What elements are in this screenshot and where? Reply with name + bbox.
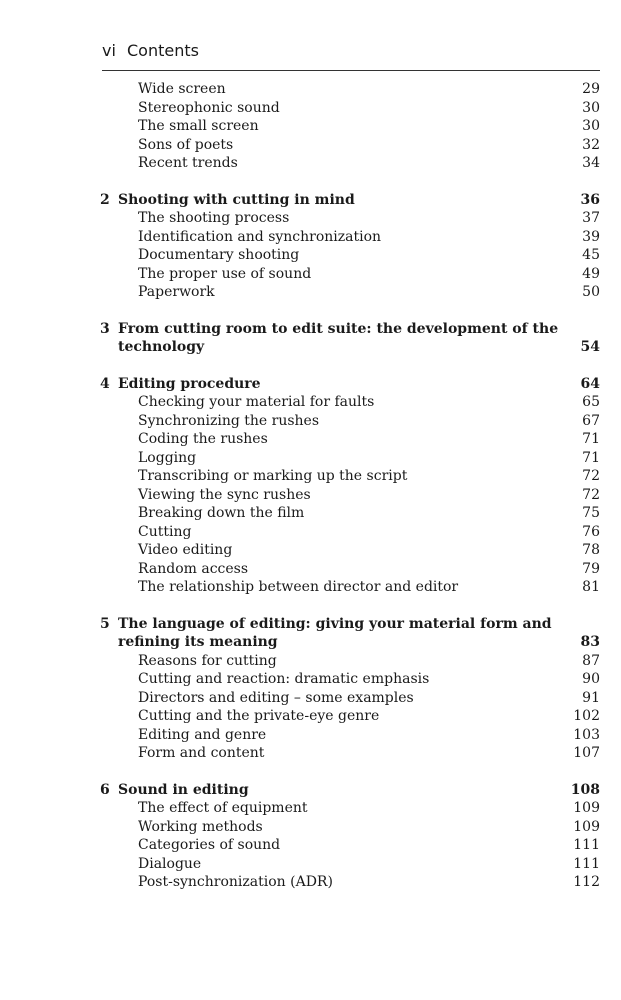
entry-title: Random access [138, 560, 249, 577]
entry-page-number: 72 [582, 468, 600, 484]
entry-page-number: 72 [582, 486, 600, 503]
entry-title: Sound in editing [118, 781, 249, 798]
entry-page-number: 81 [582, 579, 600, 595]
toc-chapter-entry [0, 615, 621, 634]
entry-page-number: 111 [573, 837, 600, 853]
entry-page-number: 112 [573, 874, 600, 890]
entry-page-number: 109 [573, 800, 600, 816]
chapter-number: 3 [100, 320, 110, 337]
entry-page-number: 107 [573, 745, 600, 761]
toc-section-entry [0, 578, 621, 597]
entry-title: Wide screen [138, 81, 226, 97]
toc-section-entry [0, 80, 621, 99]
toc-section-entry [0, 873, 621, 892]
running-title: Contents [127, 41, 199, 60]
toc-section-entry [0, 836, 621, 855]
entry-title: Dialogue [138, 855, 202, 872]
entry-page-number: 111 [573, 855, 600, 872]
entry-title: Documentary shooting [138, 247, 300, 263]
entry-title: The language of editing: giving your material form and [118, 615, 552, 632]
entry-title: Reasons for cutting [138, 652, 277, 669]
toc-section-entry [0, 560, 621, 579]
entry-title: Directors and editing – some examples [138, 689, 414, 706]
entry-page-number: 108 [570, 781, 600, 798]
chapter-number: 2 [100, 191, 110, 208]
entry-page-number: 54 [580, 339, 600, 355]
toc-section-entry [0, 228, 621, 247]
entry-title: Cutting and the private-eye genre [138, 708, 380, 724]
entry-page-number: 103 [573, 726, 600, 743]
toc-section-entry [0, 209, 621, 228]
toc-section-entry [0, 117, 621, 136]
entry-page-number: 79 [582, 560, 600, 577]
toc-section-entry [0, 393, 621, 412]
toc-chapter-entry [0, 191, 621, 210]
toc-section-entry [0, 541, 621, 560]
entry-page-number: 30 [582, 118, 600, 134]
chapter-number: 4 [100, 375, 110, 392]
page-header [102, 40, 600, 71]
toc-chapter-entry [0, 320, 621, 339]
entry-page-number: 34 [582, 155, 600, 171]
toc-section-entry [0, 283, 621, 302]
toc-chapter-entry-continued [0, 338, 621, 357]
entry-title: Logging [138, 449, 197, 466]
toc-chapter-entry-continued [0, 633, 621, 652]
entry-page-number: 37 [582, 210, 600, 226]
toc-section-entry [0, 486, 621, 505]
toc-section-entry [0, 99, 621, 118]
toc-section-entry [0, 430, 621, 449]
entry-page-number: 36 [580, 191, 600, 208]
entry-title: refining its meaning [118, 634, 278, 650]
entry-page-number: 65 [582, 394, 600, 410]
toc-section-entry [0, 246, 621, 265]
entry-title: Coding the rushes [138, 431, 268, 447]
entry-page-number: 83 [580, 634, 600, 650]
toc-section-entry [0, 136, 621, 155]
entry-page-number: 78 [582, 542, 600, 558]
entry-page-number: 49 [582, 265, 600, 282]
entry-title: The relationship between director and editor [138, 579, 459, 595]
toc-section-entry [0, 726, 621, 745]
entry-page-number: 102 [573, 708, 600, 724]
entry-page-number: 45 [582, 247, 600, 263]
table-of-contents [0, 80, 621, 1000]
entry-title: Cutting and reaction: dramatic emphasis [138, 671, 430, 687]
entry-page-number: 67 [582, 412, 600, 429]
entry-title: Checking your material for faults [138, 394, 375, 410]
entry-title: Sons of poets [138, 136, 234, 153]
page-number: vi [102, 41, 116, 60]
toc-section-entry [0, 467, 621, 486]
toc-section-entry [0, 799, 621, 818]
entry-page-number: 30 [582, 99, 600, 116]
entry-title: Working methods [138, 818, 263, 835]
entry-title: The shooting process [138, 210, 290, 226]
entry-title: The proper use of sound [138, 265, 312, 282]
toc-section-entry [0, 265, 621, 284]
toc-section-entry [0, 154, 621, 173]
entry-title: Synchronizing the rushes [138, 412, 320, 429]
entry-title: Breaking down the film [138, 505, 305, 521]
entry-title: From cutting room to edit suite: the development of the [118, 320, 559, 337]
chapter-number: 5 [100, 615, 110, 632]
entry-page-number: 29 [582, 81, 600, 97]
toc-chapter-entry [0, 781, 621, 800]
entry-page-number: 32 [582, 136, 600, 153]
entry-page-number: 50 [582, 284, 600, 300]
toc-chapter-entry [0, 375, 621, 394]
entry-title: Form and content [138, 745, 265, 761]
entry-title: Editing procedure [118, 375, 261, 392]
toc-section-entry [0, 504, 621, 523]
entry-title: Viewing the sync rushes [138, 486, 311, 503]
entry-title: Shooting with cutting in mind [118, 191, 355, 208]
entry-title: Post-synchronization (ADR) [138, 874, 333, 890]
entry-page-number: 87 [582, 652, 600, 669]
toc-section-entry [0, 523, 621, 542]
entry-page-number: 64 [580, 375, 600, 392]
entry-title: Stereophonic sound [138, 99, 280, 116]
entry-page-number: 75 [582, 505, 600, 521]
toc-section-entry [0, 855, 621, 874]
chapter-number: 6 [100, 781, 110, 798]
entry-title: Identification and synchronization [138, 228, 382, 245]
toc-section-entry [0, 707, 621, 726]
entry-title: Categories of sound [138, 837, 281, 853]
entry-title: technology [118, 339, 205, 355]
entry-page-number: 109 [573, 818, 600, 835]
toc-section-entry [0, 449, 621, 468]
entry-title: The small screen [138, 118, 259, 134]
entry-page-number: 39 [582, 228, 600, 245]
entry-page-number: 71 [582, 431, 600, 447]
toc-section-entry [0, 818, 621, 837]
entry-page-number: 71 [582, 449, 600, 466]
toc-section-entry [0, 744, 621, 763]
entry-title: Cutting [138, 523, 192, 540]
entry-page-number: 76 [582, 523, 600, 540]
entry-page-number: 91 [582, 689, 600, 706]
toc-section-entry [0, 652, 621, 671]
entry-title: Recent trends [138, 155, 238, 171]
entry-title: Transcribing or marking up the script [138, 468, 408, 484]
toc-section-entry [0, 412, 621, 431]
entry-title: The effect of equipment [138, 800, 308, 816]
entry-title: Video editing [138, 542, 233, 558]
entry-title: Editing and genre [138, 726, 267, 743]
entry-title: Paperwork [138, 284, 215, 300]
entry-page-number: 90 [582, 671, 600, 687]
toc-section-entry [0, 689, 621, 708]
toc-section-entry [0, 670, 621, 689]
